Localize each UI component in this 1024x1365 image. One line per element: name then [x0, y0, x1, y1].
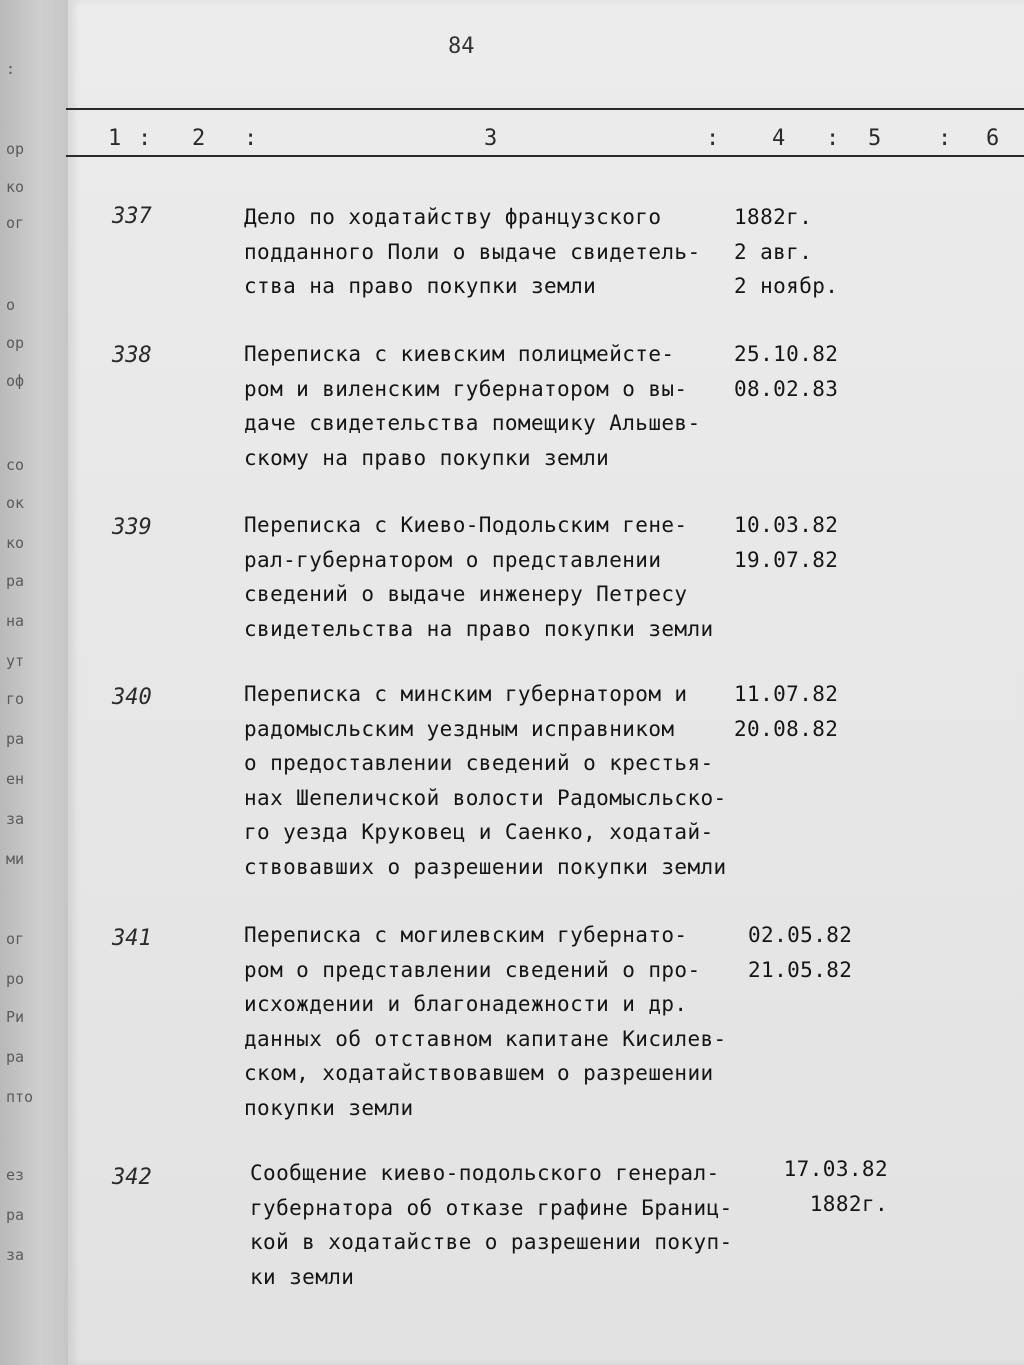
entry-number: 337 [112, 204, 152, 229]
margin-fragment: ра [6, 1206, 25, 1224]
entry-description: Переписка с киевским полицмейсте- ром и виленским губернатором о вы- даче свидетельства помещику Альшев- скому на право покупки земли [244, 342, 701, 470]
margin-fragment: ми [6, 850, 25, 868]
margin-fragment: Ри [6, 1008, 25, 1026]
margin-fragment: го [6, 690, 25, 708]
entry-number: 340 [112, 685, 152, 710]
margin-fragment: ор [6, 334, 25, 352]
entry-dates: 10.03.82 19.07.82 [734, 513, 839, 572]
column-header-separator: : [826, 126, 840, 151]
entry-description: Переписка с Киево-Подольским гене- рал-губернатором о представлении сведений о выдаче инженеру Петресу свидетельства на право покупки земли [244, 513, 714, 641]
column-header-5: 5 [868, 126, 882, 151]
column-header-1: 1 [108, 126, 122, 151]
margin-fragment: ок [6, 494, 25, 512]
previous-page-edge [0, 0, 68, 1365]
entry-dates: 1882г. 2 авг. 2 ноябр. [734, 205, 839, 298]
margin-fragment: ог [6, 214, 25, 232]
column-header-separator: : [138, 126, 152, 151]
entry-number: 341 [112, 926, 152, 951]
column-header-2: 2 [192, 126, 206, 151]
entry-description: Сообщение киево-подольского генерал- губернатора об отказе графине Браниц- кой в ходатайстве о разрешении покуп- ки земли [250, 1161, 733, 1289]
margin-fragment: ра [6, 1048, 25, 1066]
entry-dates: 17.03.82 1882г. [783, 1157, 888, 1216]
margin-fragment: за [6, 1246, 25, 1264]
entry-dates: 02.05.82 21.05.82 [748, 923, 853, 982]
margin-fragment: op [6, 140, 25, 158]
margin-fragment: за [6, 810, 25, 828]
entry-description: Дело по ходатайству французского подданного Поли о выдаче свидетель- ства на право покупки земли [244, 205, 701, 298]
header-top-rule [66, 108, 1024, 110]
margin-fragment: ко [6, 178, 25, 196]
margin-fragment: на [6, 612, 25, 630]
header-bottom-rule [66, 155, 1024, 157]
margin-fragment: пто [6, 1088, 34, 1106]
margin-fragment: ра [6, 730, 25, 748]
margin-fragment: ро [6, 970, 25, 988]
margin-fragment: со [6, 456, 25, 474]
column-header-separator: : [244, 126, 258, 151]
entry-description: Переписка с минским губернатором и радомысльским уездным исправником о предоставлении сведений о крестья- нах Шепеличской волости Радомысльско- го уезда Круковец и Саенко, ходатай- ствовавших о разрешении покупки земли [244, 682, 727, 879]
column-header-separator: : [938, 126, 952, 151]
column-header-3: 3 [484, 126, 498, 151]
margin-fragment: ез [6, 1166, 25, 1184]
margin-fragment: ог [6, 930, 25, 948]
margin-fragment: ен [6, 770, 25, 788]
entry-description: Переписка с могилевским губернато- ром о представлении сведений о про- исхождении и благонадежности и др. данных об отставном капитане Кисилев- ском, ходатайствовавшем о разрешении покупки земли [244, 923, 727, 1120]
entry-number: 339 [112, 515, 152, 540]
margin-fragment: : [6, 60, 16, 78]
entry-number: 342 [112, 1165, 152, 1190]
column-header-separator: : [706, 126, 720, 151]
column-header-6: 6 [986, 126, 1000, 151]
margin-fragment: оф [6, 372, 25, 390]
column-header-4: 4 [772, 126, 786, 151]
entry-number: 338 [112, 343, 152, 368]
margin-fragment: ут [6, 652, 25, 670]
entry-dates: 11.07.82 20.08.82 [734, 682, 839, 741]
entry-dates: 25.10.82 08.02.83 [734, 342, 839, 401]
margin-fragment: ра [6, 572, 25, 590]
margin-fragment: о [6, 296, 16, 314]
margin-fragment: ко [6, 534, 25, 552]
page-number: 84 [448, 34, 475, 59]
